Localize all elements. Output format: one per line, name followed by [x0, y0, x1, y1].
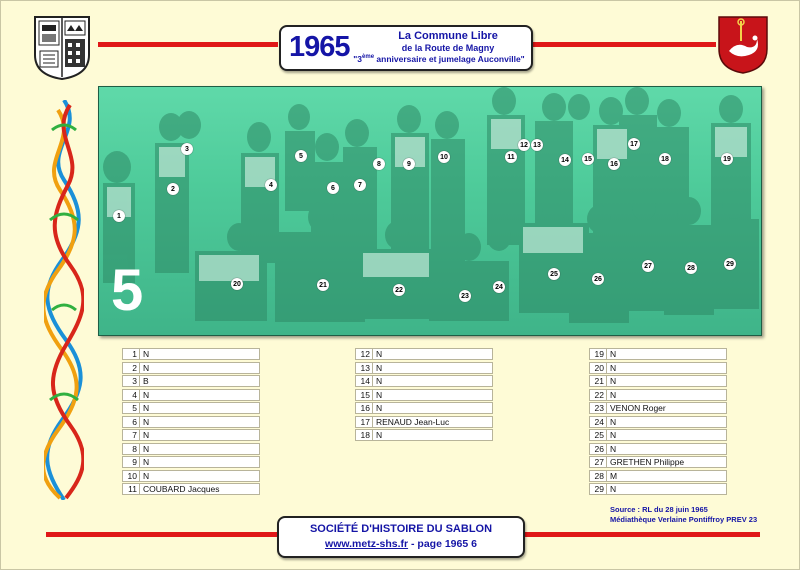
name-row-name: N [373, 348, 493, 360]
name-row-number: 10 [122, 470, 140, 482]
name-row-name: N [140, 416, 260, 428]
name-row-number: 19 [589, 348, 607, 360]
website-link[interactable]: www.metz-shs.fr [325, 538, 409, 550]
name-row [589, 456, 727, 468]
name-row-name: N [140, 389, 260, 401]
person-marker: 16 [608, 158, 620, 170]
name-row-number: 6 [122, 416, 140, 428]
name-row-name: B [140, 375, 260, 387]
footer-rule-left [46, 532, 277, 537]
name-row [122, 456, 260, 468]
name-row-name: N [373, 362, 493, 374]
name-row-number: 8 [122, 443, 140, 455]
name-row-number: 18 [355, 429, 373, 441]
name-row [355, 389, 493, 401]
person-marker: 7 [354, 179, 366, 191]
source-line-1: Source : RL du 28 juin 1965 [610, 505, 708, 514]
name-row-name: COUBARD Jacques [140, 483, 260, 495]
name-row-number: 26 [589, 443, 607, 455]
header-rule-right [530, 42, 716, 47]
footer-banner [277, 516, 525, 558]
name-row [589, 402, 727, 414]
name-row-number: 29 [589, 483, 607, 495]
name-row-name: GRETHEN Philippe [607, 456, 727, 468]
person-marker: 1 [113, 210, 125, 222]
name-row-name: N [373, 402, 493, 414]
person-marker: 24 [493, 281, 505, 293]
name-row [589, 389, 727, 401]
title-banner [279, 25, 533, 71]
name-row-name: N [607, 348, 727, 360]
year-label: 1965 [289, 31, 350, 63]
name-row-name: VENON Roger [607, 402, 727, 414]
name-row-number: 25 [589, 429, 607, 441]
name-row-number: 24 [589, 416, 607, 428]
person-marker: 22 [393, 284, 405, 296]
name-row [589, 416, 727, 428]
title-line-1: La Commune Libre [398, 30, 498, 42]
name-row-number: 23 [589, 402, 607, 414]
name-row [355, 362, 493, 374]
name-row [122, 470, 260, 482]
title-line-2: de la Route de Magny [401, 43, 495, 53]
person-marker: 5 [295, 150, 307, 162]
footer-link-line [279, 538, 523, 550]
name-row [122, 483, 260, 495]
name-row [355, 402, 493, 414]
name-row-number: 27 [589, 456, 607, 468]
name-row-name: N [373, 375, 493, 387]
metz-crest-icon [33, 15, 91, 81]
title-line-3-pre: "3 [353, 54, 363, 64]
name-row [589, 470, 727, 482]
name-row [355, 375, 493, 387]
name-row-name: N [140, 470, 260, 482]
person-marker: 19 [721, 153, 733, 165]
person-marker: 29 [724, 258, 736, 270]
header-rule-left [98, 42, 278, 47]
name-row [122, 402, 260, 414]
name-row [122, 416, 260, 428]
name-row-number: 17 [355, 416, 373, 428]
name-row [355, 416, 493, 428]
name-row-name: N [140, 348, 260, 360]
name-row-number: 28 [589, 470, 607, 482]
crowd-silhouettes [99, 87, 761, 335]
person-marker: 23 [459, 290, 471, 302]
names-column-3 [589, 348, 729, 498]
name-row-number: 20 [589, 362, 607, 374]
name-row [122, 375, 260, 387]
name-row-name: RENAUD Jean-Luc [373, 416, 493, 428]
name-row-number: 4 [122, 389, 140, 401]
sablon-crest-icon [717, 15, 769, 75]
name-row [355, 348, 493, 360]
person-marker: 10 [438, 151, 450, 163]
person-marker: 25 [548, 268, 560, 280]
person-marker: 28 [685, 262, 697, 274]
person-marker: 13 [531, 139, 543, 151]
name-row-name: N [140, 429, 260, 441]
group-photo [98, 86, 762, 336]
name-row-name: N [607, 443, 727, 455]
name-row-name: N [140, 362, 260, 374]
footer-rule-right [522, 532, 760, 537]
name-row-name: N [373, 429, 493, 441]
person-marker: 14 [559, 154, 571, 166]
name-row [589, 362, 727, 374]
name-row-name: N [140, 402, 260, 414]
person-marker: 20 [231, 278, 243, 290]
name-row [122, 429, 260, 441]
name-row-number: 16 [355, 402, 373, 414]
name-row [122, 362, 260, 374]
name-row-number: 12 [355, 348, 373, 360]
person-marker: 9 [403, 158, 415, 170]
name-row-name: N [607, 375, 727, 387]
name-row-number: 13 [355, 362, 373, 374]
name-row-name: N [607, 429, 727, 441]
name-row-number: 22 [589, 389, 607, 401]
title-line-3 [351, 54, 527, 64]
name-row-name: N [607, 389, 727, 401]
person-marker: 3 [181, 143, 193, 155]
title-line-3-post: anniversaire et jumelage Auconville" [374, 54, 525, 64]
person-marker: 2 [167, 183, 179, 195]
name-row-number: 9 [122, 456, 140, 468]
person-marker: 18 [659, 153, 671, 165]
names-column-2 [355, 348, 495, 448]
name-row-number: 14 [355, 375, 373, 387]
name-row-number: 21 [589, 375, 607, 387]
source-note [610, 505, 757, 525]
person-marker: 6 [327, 182, 339, 194]
person-marker: 11 [505, 151, 517, 163]
name-row-number: 3 [122, 375, 140, 387]
name-row-name: N [373, 389, 493, 401]
name-row-name: M [607, 470, 727, 482]
name-row [589, 429, 727, 441]
person-marker: 27 [642, 260, 654, 272]
person-marker: 12 [518, 139, 530, 151]
name-row-name: N [607, 362, 727, 374]
name-row [589, 375, 727, 387]
name-row-number: 11 [122, 483, 140, 495]
person-marker: 26 [592, 273, 604, 285]
name-row [122, 389, 260, 401]
page-reference: - page 1965 6 [408, 538, 477, 550]
name-row [589, 483, 727, 495]
photo-page-number: 5 [111, 258, 144, 323]
name-row [589, 443, 727, 455]
name-row [122, 443, 260, 455]
name-row-number: 1 [122, 348, 140, 360]
name-row-number: 7 [122, 429, 140, 441]
person-marker: 15 [582, 153, 594, 165]
source-line-2: Médiathèque Verlaine Pontiffroy PREV 23 [610, 515, 758, 524]
names-column-1 [122, 348, 262, 498]
name-row-number: 2 [122, 362, 140, 374]
name-row-number: 5 [122, 402, 140, 414]
name-row [589, 348, 727, 360]
person-marker: 17 [628, 138, 640, 150]
society-name: SOCIÉTÉ D'HISTOIRE DU SABLON [309, 523, 493, 535]
person-marker: 4 [265, 179, 277, 191]
name-row-name: N [140, 443, 260, 455]
person-marker: 8 [373, 158, 385, 170]
person-marker: 21 [317, 279, 329, 291]
name-row-name: N [607, 416, 727, 428]
title-line-3-sup: ème [362, 54, 375, 61]
name-row-number: 15 [355, 389, 373, 401]
name-row [355, 429, 493, 441]
ribbon-decoration [44, 100, 84, 500]
name-row-name: N [607, 483, 727, 495]
name-row [122, 348, 260, 360]
name-row-name: N [140, 456, 260, 468]
